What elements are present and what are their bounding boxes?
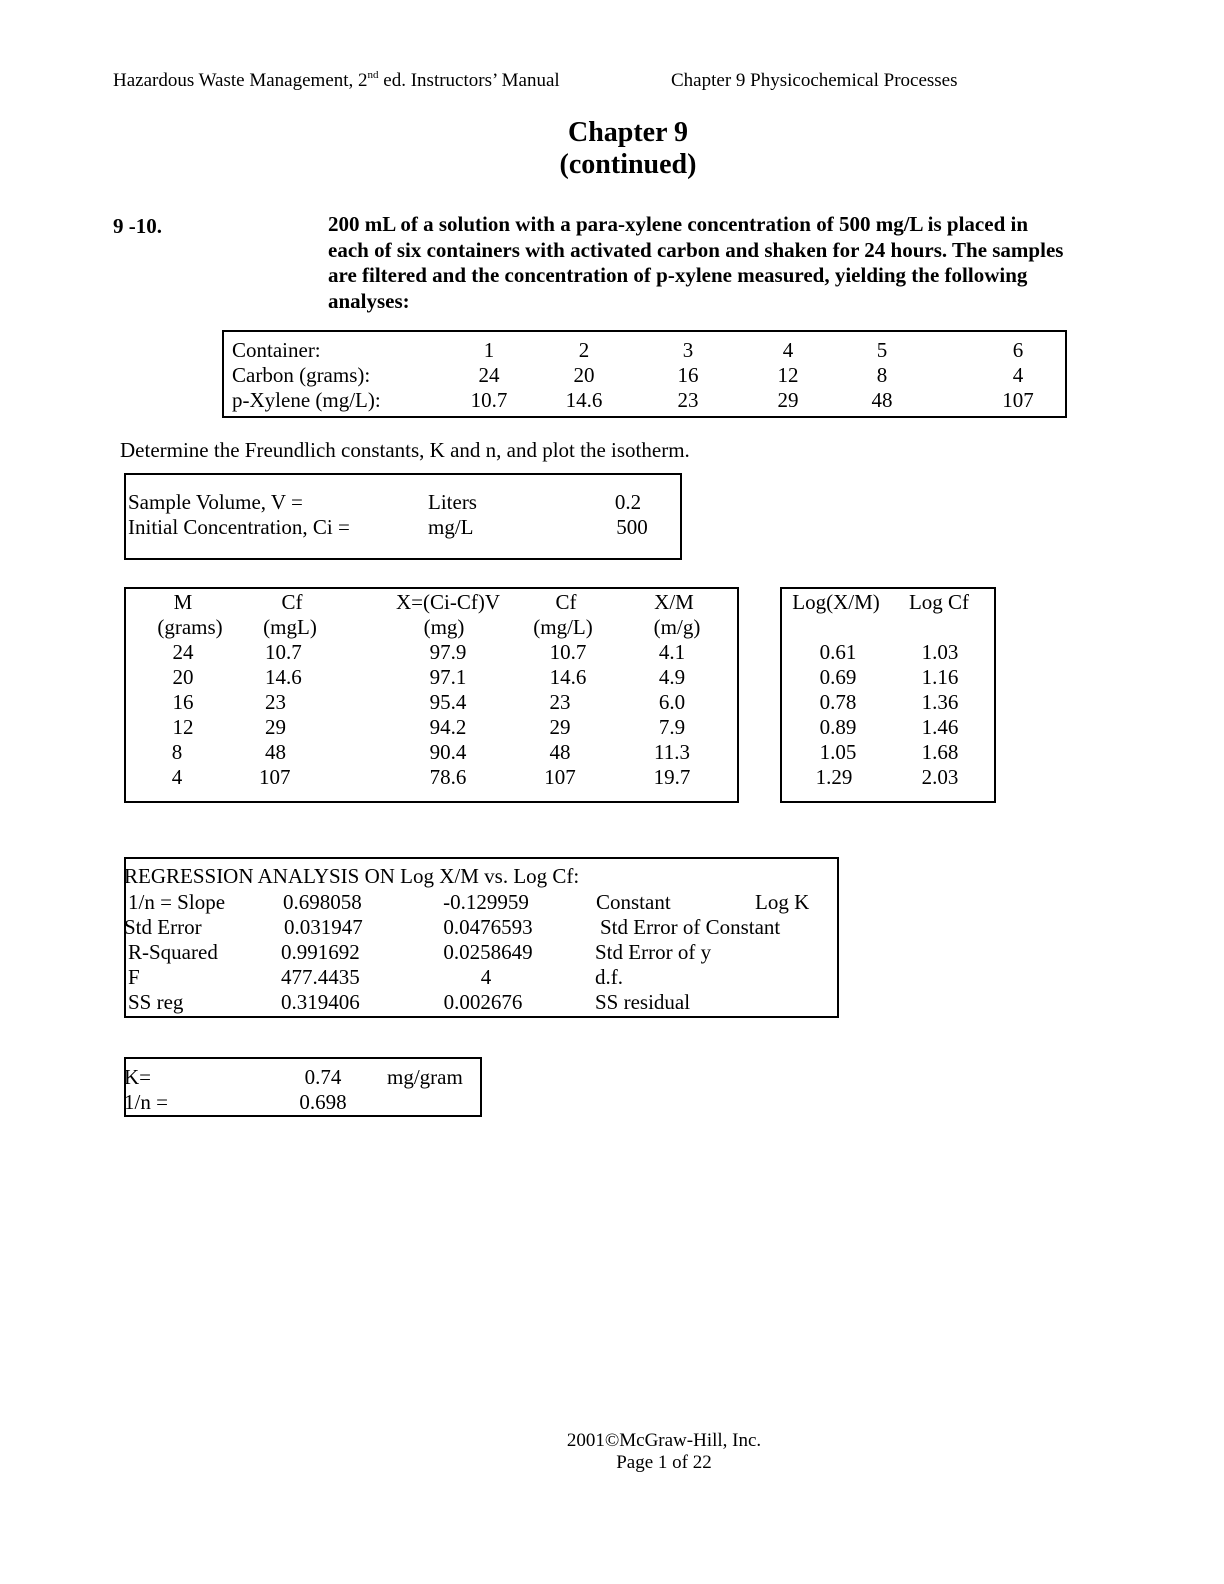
chapter-title: Chapter 9	[567, 117, 689, 148]
table-cell: 12	[777, 363, 799, 387]
table-cell: 97.1	[429, 665, 467, 689]
param-value: 500	[616, 515, 648, 539]
table-cell: 1.46	[921, 715, 959, 739]
column-header: M	[173, 590, 193, 614]
table-cell: 20	[573, 363, 595, 387]
regression-row-label: Std Error	[124, 915, 202, 939]
regression-value: 0.002676	[443, 990, 523, 1014]
table-cell: 1.03	[921, 640, 959, 664]
table-cell: 29	[777, 388, 799, 412]
header-superscript: nd	[367, 69, 379, 81]
log-table	[780, 587, 996, 803]
table-cell: 4	[1012, 363, 1024, 387]
table-cell: 10.7	[470, 388, 508, 412]
data-table	[222, 330, 1067, 418]
table-cell: 1.36	[921, 690, 959, 714]
table-cell: 6.0	[658, 690, 686, 714]
param-label: Initial Concentration, Ci =	[128, 515, 350, 539]
calculation-table	[124, 587, 739, 803]
table-cell: 94.2	[429, 715, 467, 739]
table-cell: 3	[682, 338, 694, 362]
column-unit: (grams)	[157, 615, 223, 639]
table-cell: 5	[876, 338, 888, 362]
table-cell: 95.4	[429, 690, 467, 714]
instruction-text: Determine the Freundlich constants, K and n, and plot the isotherm.	[120, 438, 690, 462]
table-cell: 107	[544, 765, 576, 789]
regression-value: 0.991692	[281, 940, 360, 964]
table-cell: 29	[265, 715, 286, 739]
table-cell: 12	[172, 715, 194, 739]
table-cell: 2.03	[921, 765, 959, 789]
column-header: X/M	[654, 590, 694, 614]
regression-label: Std Error of y	[595, 940, 712, 964]
table-cell: 14.6	[265, 665, 302, 689]
parameters-box	[124, 473, 682, 560]
table-cell: 23	[549, 690, 571, 714]
column-unit: (mg/L)	[533, 615, 593, 639]
table-cell: 107	[1002, 388, 1034, 412]
table-cell: 0.69	[819, 665, 857, 689]
regression-title: REGRESSION ANALYSIS ON Log X/M vs. Log Cf:	[124, 864, 580, 888]
column-header: X=(Ci-Cf)V	[396, 590, 500, 614]
regression-label: Std Error of Constant	[600, 915, 781, 939]
table-cell: 10.7	[265, 640, 302, 664]
regression-row-label: 1/n = Slope	[128, 890, 226, 914]
column-header: Cf	[555, 590, 577, 614]
table-cell: 4.9	[658, 665, 686, 689]
table-cell: 78.6	[429, 765, 467, 789]
regression-value: 477.4435	[281, 965, 360, 989]
regression-row-label: SS reg	[128, 990, 184, 1014]
table-cell: 24	[172, 640, 194, 664]
param-label: Sample Volume, V =	[128, 490, 303, 514]
table-cell: 4	[782, 338, 794, 362]
table-cell: 16	[677, 363, 699, 387]
table-cell: 24	[478, 363, 500, 387]
result-label: 1/n =	[124, 1090, 168, 1114]
result-value: 0.698	[299, 1090, 347, 1114]
table-cell: 90.4	[429, 740, 467, 764]
table-cell: 48	[871, 388, 893, 412]
table-cell: 8	[171, 740, 183, 764]
chapter-subtitle: (continued)	[559, 149, 697, 180]
table-cell: 4	[171, 765, 183, 789]
table-cell: 11.3	[654, 740, 690, 764]
table-cell: 4.1	[658, 640, 686, 664]
table-cell: 1.16	[921, 665, 959, 689]
row-label-carbon: Carbon (grams):	[232, 363, 371, 387]
regression-value: 4	[480, 965, 492, 989]
results-box	[124, 1057, 482, 1117]
result-value: 0.74	[304, 1065, 342, 1089]
regression-table	[124, 857, 839, 1018]
result-unit: mg/gram	[387, 1065, 463, 1089]
table-cell: 97.9	[429, 640, 467, 664]
row-label-container: Container:	[232, 338, 321, 362]
param-value: 0.2	[614, 490, 642, 514]
table-cell: 1.29	[815, 765, 853, 789]
footer-copyright: 2001©McGraw-Hill, Inc.	[566, 1430, 762, 1451]
result-label: K=	[124, 1065, 152, 1089]
param-unit: mg/L	[428, 515, 474, 539]
column-header: Log Cf	[908, 590, 970, 614]
footer-page-number: Page 1 of 22	[616, 1452, 712, 1473]
regression-value: -0.129959	[443, 890, 529, 914]
table-cell: 0.89	[819, 715, 857, 739]
table-cell: 48	[549, 740, 571, 764]
regression-label: Constant	[596, 890, 671, 914]
regression-row-label: F	[128, 965, 140, 989]
column-unit: (m/g)	[653, 615, 701, 639]
header-left	[113, 70, 560, 92]
table-cell: 7.9	[658, 715, 686, 739]
regression-value: 0.0476593	[443, 915, 533, 939]
table-cell: 1	[483, 338, 495, 362]
regression-value: 0.698058	[283, 890, 362, 914]
regression-label: Log K	[755, 890, 810, 914]
param-unit: Liters	[428, 490, 477, 514]
table-cell: 10.7	[549, 640, 587, 664]
regression-value: 0.0258649	[443, 940, 533, 964]
table-cell: 6	[1012, 338, 1024, 362]
table-cell: 107	[259, 765, 291, 789]
table-cell: 19.7	[653, 765, 691, 789]
table-cell: 23	[265, 690, 286, 714]
table-cell: 29	[549, 715, 571, 739]
regression-label: d.f.	[595, 965, 623, 989]
regression-label: SS residual	[595, 990, 691, 1014]
row-label-xylene: p-Xylene (mg/L):	[232, 388, 381, 412]
table-cell: 20	[172, 665, 194, 689]
table-cell: 8	[876, 363, 888, 387]
table-cell: 23	[677, 388, 699, 412]
regression-row-label: R-Squared	[128, 940, 218, 964]
table-cell: 16	[172, 690, 194, 714]
column-header: Cf	[281, 590, 303, 614]
table-cell: 14.6	[565, 388, 603, 412]
column-unit: (mg)	[423, 615, 465, 639]
header-right: Chapter 9 Physicochemical Processes	[671, 70, 958, 91]
column-unit: (mgL)	[263, 615, 317, 639]
header-left-text-end: ed. Instructors’ Manual	[378, 70, 560, 91]
table-cell: 48	[265, 740, 286, 764]
problem-number: 9 -10.	[113, 214, 162, 238]
table-cell: 0.61	[819, 640, 857, 664]
header-left-text: Hazardous Waste Management, 2	[113, 70, 368, 91]
table-cell: 2	[578, 338, 590, 362]
table-cell: 1.68	[921, 740, 959, 764]
table-cell: 0.78	[819, 690, 857, 714]
regression-value: 0.031947	[284, 915, 363, 939]
table-cell: 1.05	[819, 740, 857, 764]
regression-value: 0.319406	[281, 990, 360, 1014]
problem-text: 200 mL of a solution with a para-xylene concentration of 500 mg/L is placed in each of six containers with activated carbon and shaken for 24 hours. The samples are filtered and the concentration of p-xylene measured, yielding the following analyses:	[328, 212, 1064, 313]
table-cell: 14.6	[549, 665, 587, 689]
column-header: Log(X/M)	[792, 590, 880, 614]
